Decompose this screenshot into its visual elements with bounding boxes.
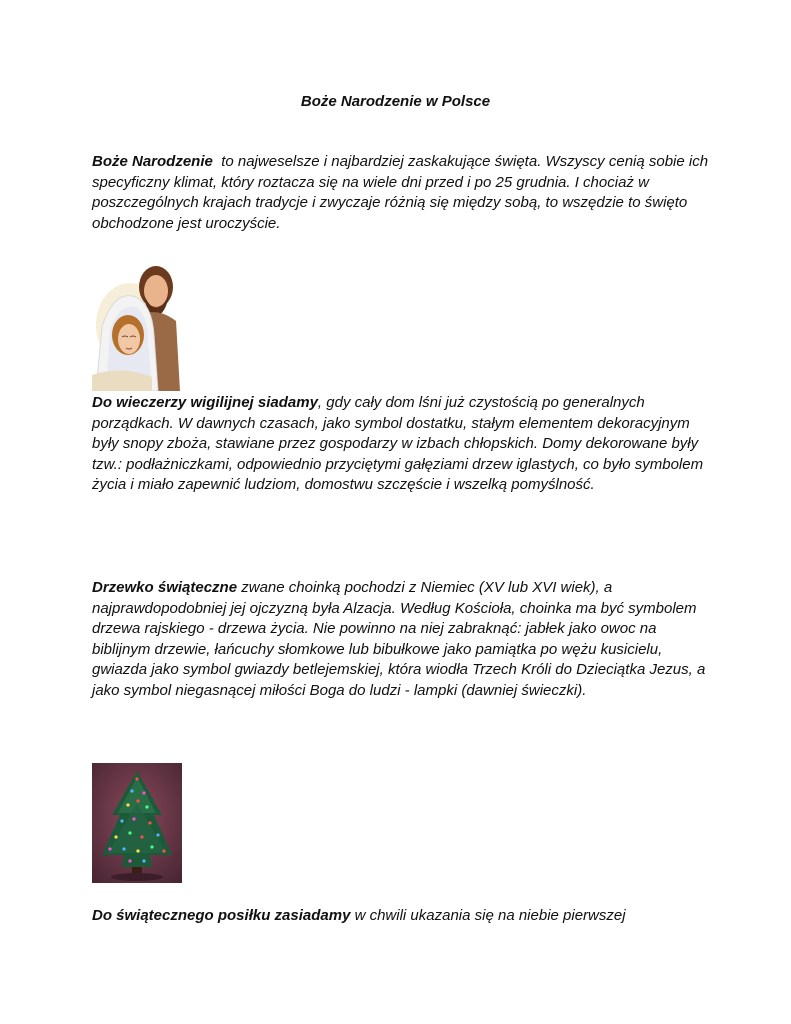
paragraph-lead: Drzewko świąteczne xyxy=(92,579,238,596)
paragraph-lead: Boże Narodzenie xyxy=(92,153,213,170)
paragraph-text: zwane choinką pochodzi z Niemiec (XV lub XVI wiek), a najprawdopodobniej jej ojczyzną była Alzacja. Według Kościoła, choinka ma być symbolem drzewa rajskiego - drzewa życia. Nie powinno na niej zabraknąć: jabłek jako owoc na biblijnym drzewie, łańcuchy słomkowe lub bibułkowe jako pamiątka po wężu kusicielu, gwiazda jako symbol gwiazdy betlejemskiej, która wiodła Trzech Króli do Dzieciątka Jezus, a jako symbol niegasnącej miłości Boga do ludzi - lampki (dawniej świeczki). xyxy=(92,579,706,699)
paragraph-wigilia xyxy=(92,393,712,496)
christmas-tree-image xyxy=(92,763,182,883)
paragraph-text: w chwili ukazania się na niebie pierwszej xyxy=(350,907,626,924)
paragraph-choinka xyxy=(92,578,712,702)
paragraph-intro xyxy=(92,152,712,234)
paragraph-text: , gdy cały dom lśni już czystością po generalnych porządkach. W dawnych czasach, jako symbol dostatku, stałym elementem dekoracyjnym były snopy zboża, stawiane przez gospodarzy w izbach chłopskich. Domy dekorowane były tzw.: podłażniczkami, odpowiednio przyciętymi gałęziami drzew iglastych, co było symbolem życia i miało zapewnić ludziom, domostwu szczęście i wszelką pomyślność. xyxy=(92,394,704,494)
document-title: Boże Narodzenie w Polsce xyxy=(300,93,491,110)
holy-family-image xyxy=(92,255,183,391)
paragraph-text: to najweselsze i najbardziej zaskakujące święta. Wszyscy cenią sobie ich specyficzny klimat, który roztacza się na wiele dni przed i po 25 grudnia. I chociaż w poszczególnych krajach tradycje i zwyczaje różnią się między sobą, to wszędzie to święto obchodzone jest uroczyście. xyxy=(92,153,713,232)
paragraph-lead: Do świątecznego posiłku zasiadamy xyxy=(92,907,351,924)
paragraph-lead: Do wieczerzy wigilijnej siadamy xyxy=(92,394,318,411)
paragraph-posilek xyxy=(92,906,712,927)
